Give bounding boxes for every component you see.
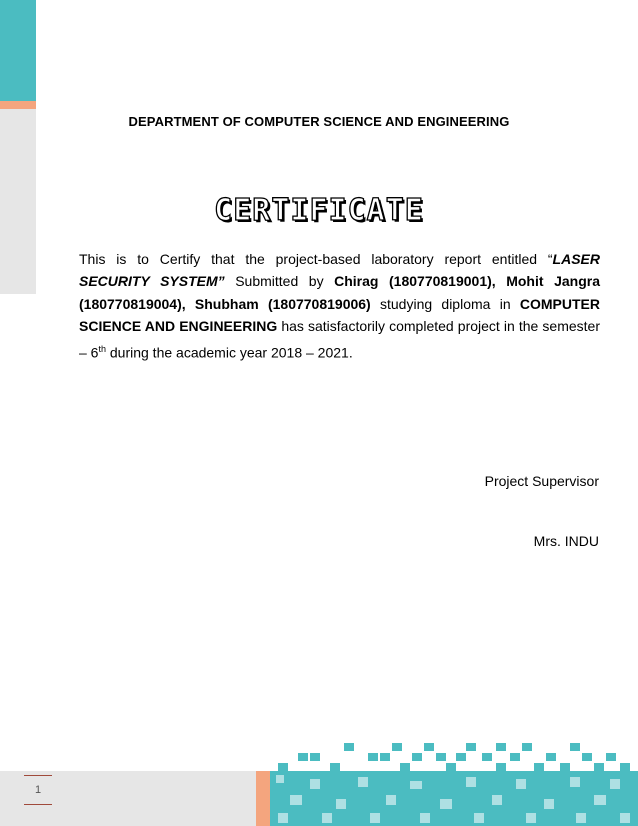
certificate-body [79, 248, 600, 364]
body-text-5: during the academic year 2018 – 2021. [105, 344, 353, 361]
department-heading: DEPARTMENT OF COMPUTER SCIENCE AND ENGINEERING [128, 114, 510, 129]
left-orange-bar [0, 101, 36, 109]
body-text-2: Submitted by [224, 273, 335, 290]
pixel-mosaic-decoration [270, 733, 638, 826]
body-text-4: has satisfactorily completed project in the semester – 6 [79, 318, 600, 361]
student-names: Chirag (180770819001), Mohit Jangra (180770819004), Shubham (180770819006) [79, 273, 600, 312]
page-number: 1 [24, 775, 52, 805]
supervisor-name: Mrs. INDU [533, 533, 599, 549]
left-teal-bar [0, 0, 36, 103]
branch-name: COMPUTER SCIENCE AND ENGINEERING [79, 295, 600, 335]
certificate-title: CERTIFICATE [214, 193, 424, 228]
body-text-1: This is to Certify that the project-based laboratory report entitled “ [79, 251, 553, 267]
project-title: LASER SECURITY SYSTEM” [79, 251, 600, 290]
footer-orange-bar [256, 771, 270, 826]
supervisor-role: Project Supervisor [484, 473, 599, 489]
superscript-th: th [98, 343, 106, 354]
body-text-3: studying diploma in [370, 295, 520, 312]
